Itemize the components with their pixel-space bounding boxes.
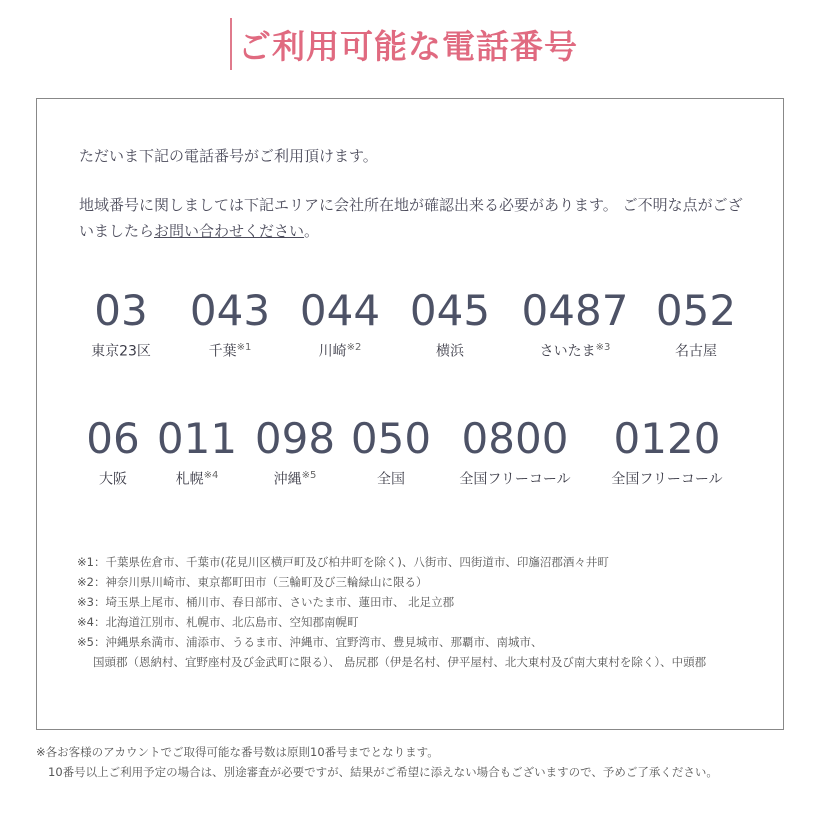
number-region: 全国 — [377, 471, 405, 488]
number-item — [597, 414, 737, 489]
number-region: 川崎$^{※2}$ — [318, 342, 362, 360]
page-title: ご利用可能な電話番号 — [238, 26, 578, 66]
number-item — [295, 286, 385, 361]
number-region: 札幌$^{※4}$ — [175, 470, 219, 488]
intro-text: ただいま下記の電話番号がご利用頂けます。 — [79, 147, 378, 165]
number-item — [155, 414, 239, 489]
number-item — [405, 286, 495, 361]
number-item — [517, 286, 633, 361]
number-item — [81, 414, 145, 489]
contact-link[interactable]: お問い合わせください — [154, 222, 305, 240]
number-region: 全国フリーコール — [459, 471, 571, 488]
number-item — [445, 414, 585, 489]
note-line: ※5：沖縄県糸満市、浦添市、うるま市、沖縄市、宜野湾市、豊見城市、那覇市、南城市、 — [77, 635, 543, 649]
number-digits: 03 — [94, 286, 148, 335]
number-region: 沖縄$^{※5}$ — [273, 470, 317, 488]
number-digits: 0800 — [461, 414, 569, 463]
account-footnote — [36, 742, 718, 782]
number-item — [349, 414, 433, 489]
area-notice-body: 地域番号に関しましては下記エリアに会社所在地が確認出来る必要があります。 ご不明な点がございましたら — [79, 196, 743, 240]
note-line: 国頭郡（恩納村、宜野座村及び金武町に限る）、 島尻郡（伊是名村、伊平屋村、北大東村及び南大東村を除く）、中頭郡 — [93, 655, 707, 669]
number-item — [185, 286, 275, 361]
number-region: 千葉$^{※1}$ — [208, 342, 252, 360]
area-notice-text — [79, 192, 749, 244]
title-accent-bar — [230, 18, 232, 70]
number-digits: 0120 — [613, 414, 721, 463]
number-item — [81, 286, 161, 361]
number-region: 大阪 — [99, 471, 127, 488]
number-item — [253, 414, 337, 489]
number-region: さいたま$^{※3}$ — [539, 342, 611, 360]
note-line: ※2：神奈川県川崎市、東京都町田市（三輪町及び三輪緑山に限る） — [77, 575, 428, 589]
number-digits: 050 — [350, 414, 432, 463]
number-region: 名古屋 — [675, 343, 717, 360]
area-notes — [77, 552, 706, 672]
number-region: 全国フリーコール — [611, 471, 723, 488]
footnote-line: 10番号以上ご利用予定の場合は、別途審査が必要ですが、結果がご希望に添えない場合もございますので、予めご了承ください。 — [48, 765, 718, 779]
number-item — [651, 286, 741, 361]
phone-number-panel — [36, 98, 784, 730]
number-digits: 044 — [299, 286, 381, 335]
number-digits: 06 — [86, 414, 140, 463]
number-digits: 043 — [189, 286, 271, 335]
number-digits: 0487 — [521, 286, 629, 335]
note-line: ※1：千葉県佐倉市、千葉市(花見川区横戸町及び柏井町を除く)、八街市、四街道市、印旛沼郡酒々井町 — [77, 555, 609, 569]
area-notice-end: 。 — [304, 222, 320, 240]
note-line: ※4：北海道江別市、札幌市、北広島市、空知郡南幌町 — [77, 615, 359, 629]
number-region: 東京23区 — [91, 343, 151, 360]
number-digits: 045 — [409, 286, 491, 335]
number-region: 横浜 — [436, 343, 464, 360]
footnote-line: ※各お客様のアカウントでご取得可能な番号数は原則10番号までとなります。 — [36, 745, 439, 759]
note-line: ※3：埼玉県上尾市、桶川市、春日部市、さいたま市、蓮田市、 北足立郡 — [77, 595, 455, 609]
page-title-wrapper — [230, 18, 578, 70]
number-digits: 011 — [156, 414, 238, 463]
number-digits: 052 — [655, 286, 737, 335]
number-digits: 098 — [254, 414, 336, 463]
